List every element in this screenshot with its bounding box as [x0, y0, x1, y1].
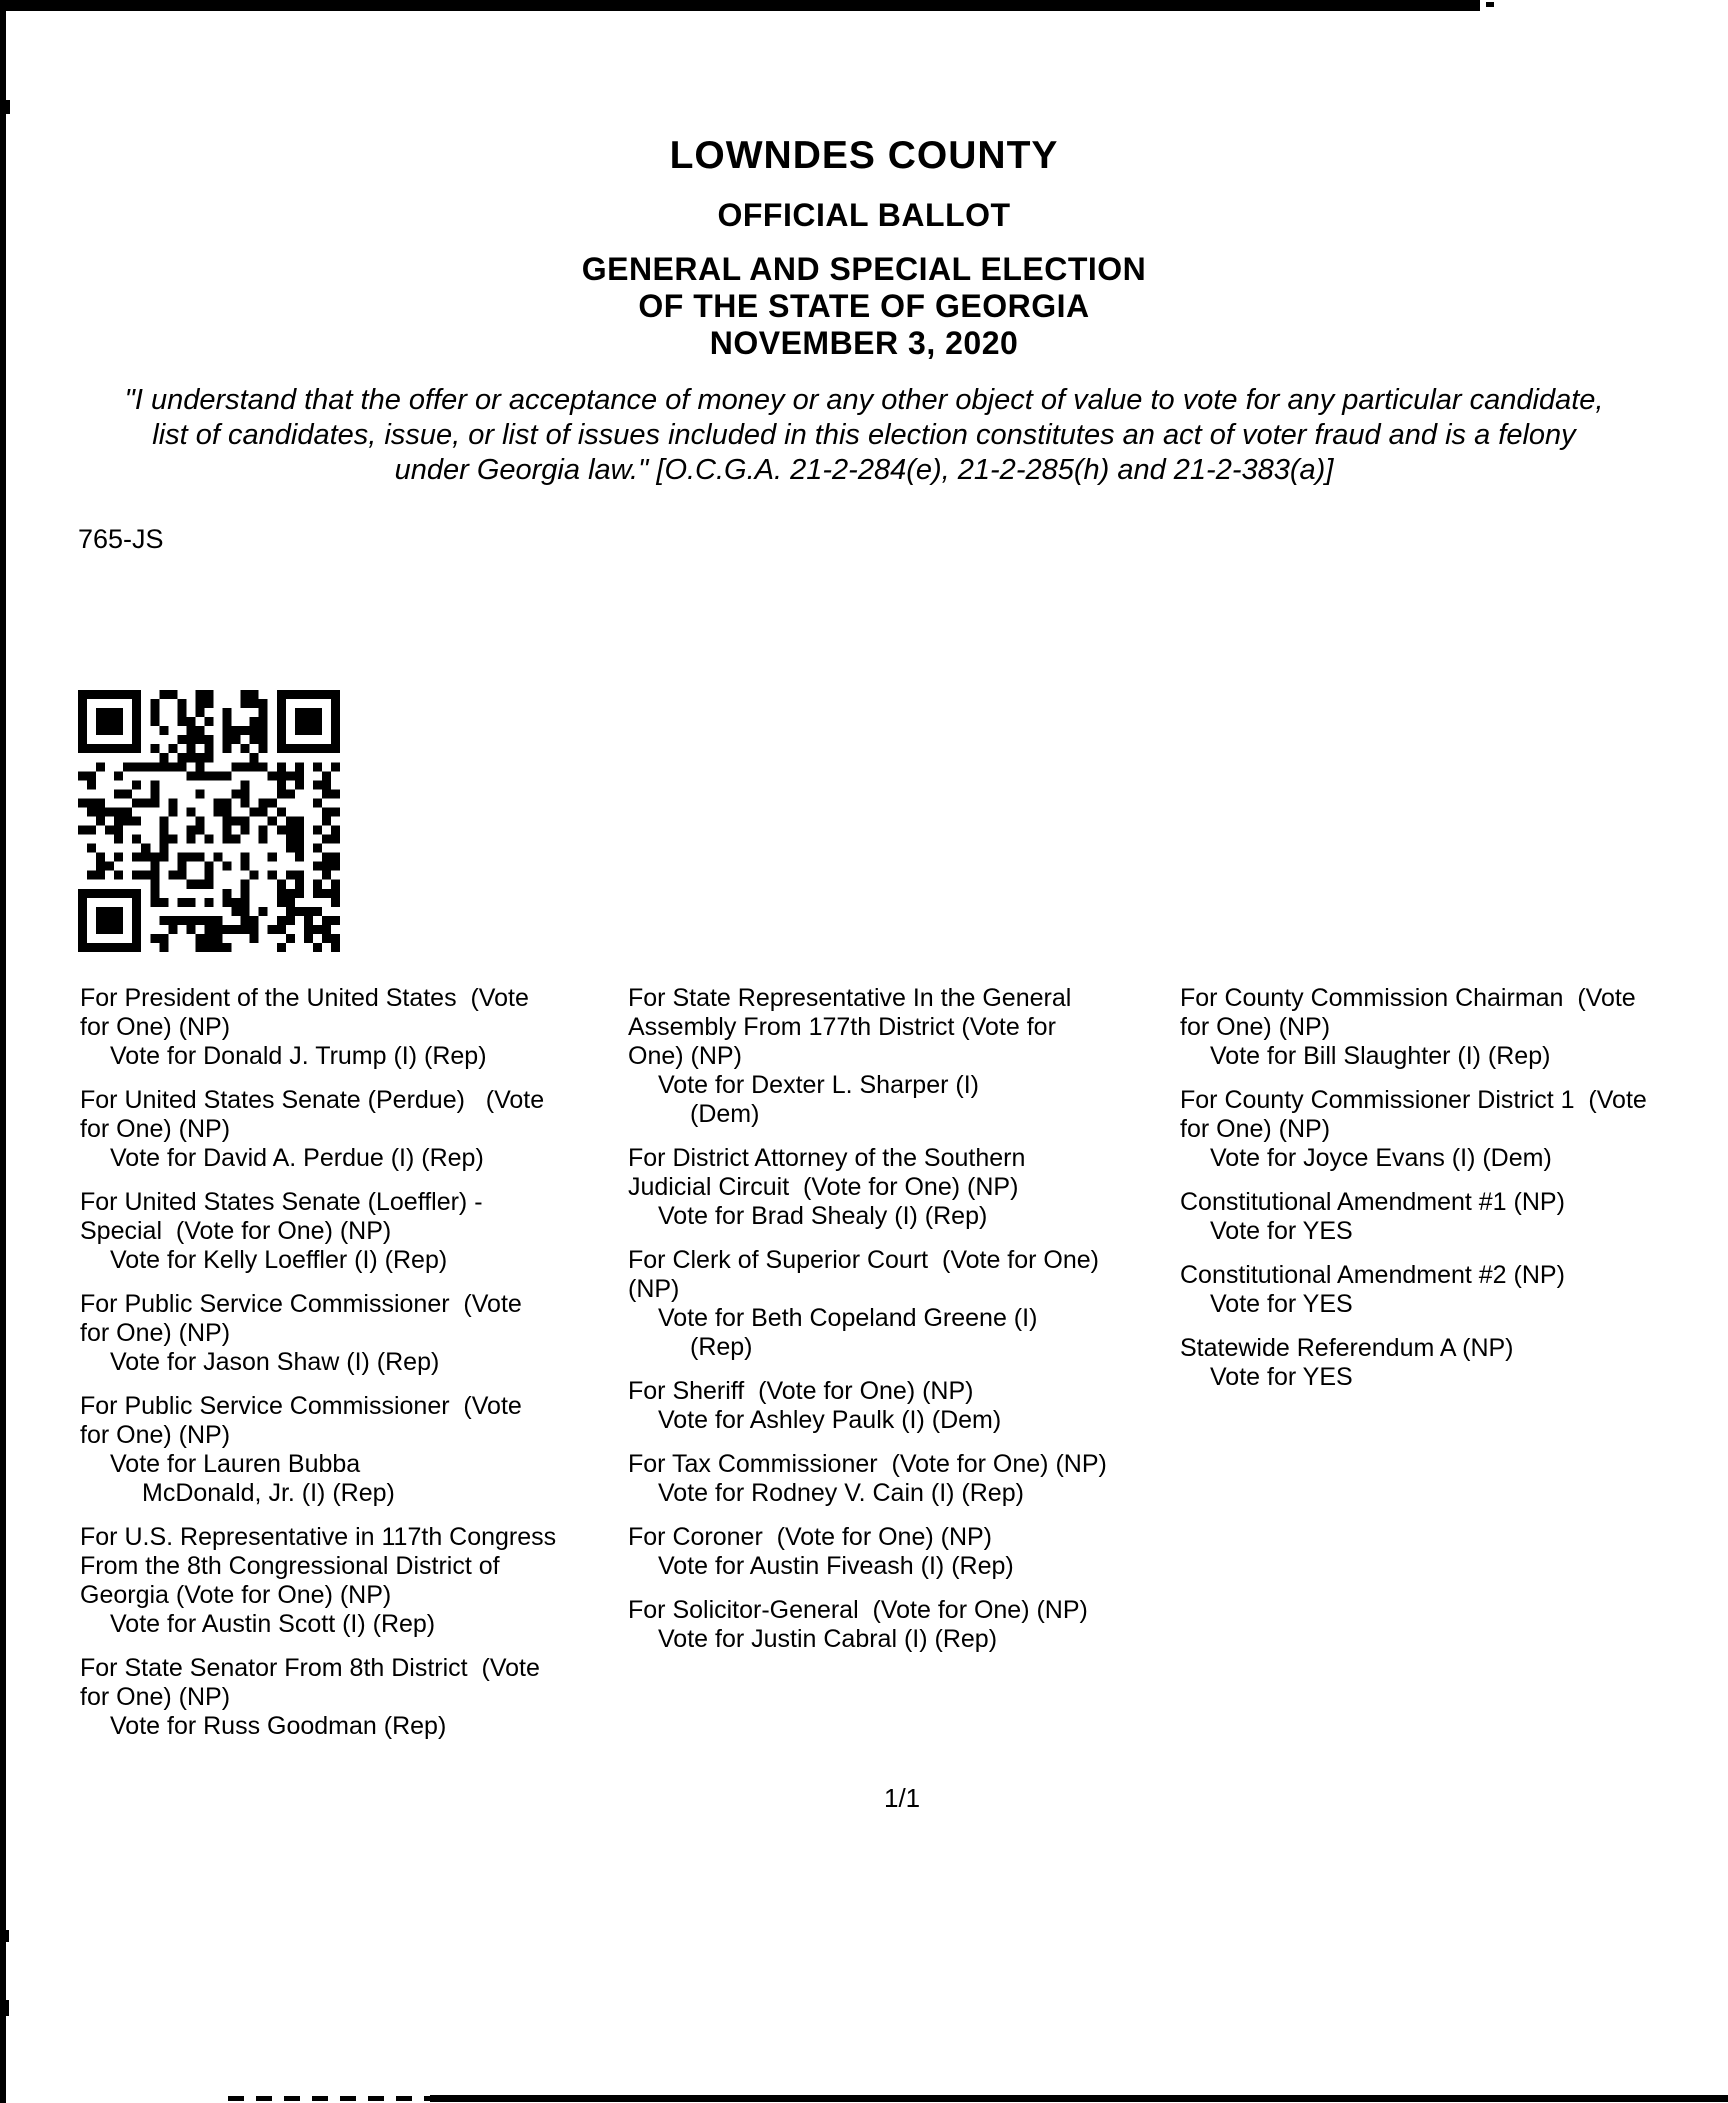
contest-title-line: For Public Service Commissioner (Vote: [80, 1290, 522, 1318]
contest-title-line: For County Commission Chairman (Vote: [1180, 984, 1636, 1012]
ballot-column-2: [628, 984, 1180, 1669]
contest: [80, 984, 632, 1071]
contest-title-line: For Public Service Commissioner (Vote: [80, 1392, 522, 1420]
contest-title-line: For District Attorney of the Southern: [628, 1144, 1026, 1172]
scan-mark-left-tick: [0, 100, 10, 114]
contest-title-line: Georgia (Vote for One) (NP): [80, 1581, 392, 1609]
vote-selection-line: (Rep): [690, 1333, 753, 1361]
vote-selection-line: Vote for Lauren Bubba: [110, 1450, 361, 1478]
contest: [1180, 1334, 1728, 1392]
disclaimer-line: list of candidates, issue, or list of issues included in this election constitutes an act of voter fraud and is a felony: [152, 419, 1576, 451]
contest-title-line: Constitutional Amendment #1 (NP): [1180, 1188, 1565, 1216]
contest: [80, 1290, 632, 1377]
contest-title-line: for One) (NP): [1180, 1115, 1331, 1143]
vote-selection-line: Vote for Brad Shealy (I) (Rep): [658, 1202, 988, 1230]
disclaimer-line: under Georgia law." [O.C.G.A. 21-2-284(e), 21-2-285(h) and 21-2-383(a)]: [394, 454, 1334, 486]
contest: [628, 1523, 1180, 1581]
contest-title-line: From the 8th Congressional District of: [80, 1552, 500, 1580]
vote-selection-line: (Dem): [690, 1100, 760, 1128]
vote-selection-line: Vote for Bill Slaughter (I) (Rep): [1210, 1042, 1551, 1070]
vote-selection-line: Vote for Beth Copeland Greene (I): [658, 1304, 1038, 1332]
ballot-column-1: [80, 984, 632, 1756]
vote-selection-line: Vote for Justin Cabral (I) (Rep): [658, 1625, 998, 1653]
election-title: [0, 251, 1728, 362]
contest: [628, 1596, 1180, 1654]
contest-title-line: For Sheriff (Vote for One) (NP): [628, 1377, 974, 1405]
contest-title-line: For Tax Commissioner (Vote for One) (NP): [628, 1450, 1107, 1478]
vote-selection-line: Vote for David A. Perdue (I) (Rep): [110, 1144, 484, 1172]
vote-selection-line: Vote for Jason Shaw (I) (Rep): [110, 1348, 440, 1376]
contest-title-line: Statewide Referendum A (NP): [1180, 1334, 1514, 1362]
contest-title-line: Special (Vote for One) (NP): [80, 1217, 392, 1245]
vote-selection-line: Vote for Donald J. Trump (I) (Rep): [110, 1042, 487, 1070]
contest-title-line: For County Commissioner District 1 (Vote: [1180, 1086, 1647, 1114]
contest: [1180, 984, 1728, 1071]
election-title-line: OF THE STATE OF GEORGIA: [638, 288, 1090, 324]
contest-title-line: For State Representative In the General: [628, 984, 1072, 1012]
qr-code-icon: [78, 690, 340, 952]
contest-title-line: for One) (NP): [80, 1319, 231, 1347]
scan-mark-left-tick: [0, 1930, 9, 1942]
contest-title-line: For United States Senate (Perdue) (Vote: [80, 1086, 545, 1114]
vote-selection-line: Vote for Ashley Paulk (I) (Dem): [658, 1406, 1002, 1434]
fraud-disclaimer: [0, 383, 1728, 488]
scan-mark-bottom: [430, 2095, 1728, 2102]
contest-title-line: for One) (NP): [80, 1115, 231, 1143]
vote-selection-line: Vote for YES: [1210, 1363, 1353, 1391]
contest-title-line: (NP): [628, 1275, 680, 1303]
contest-title-line: For United States Senate (Loeffler) -: [80, 1188, 483, 1216]
contest: [80, 1392, 632, 1508]
contest-title-line: For U.S. Representative in 117th Congress: [80, 1523, 557, 1551]
contest: [80, 1086, 632, 1173]
scan-mark-left-tick: [0, 2000, 9, 2016]
contest-title-line: For State Senator From 8th District (Vote: [80, 1654, 540, 1682]
contest-title-line: Constitutional Amendment #2 (NP): [1180, 1261, 1565, 1289]
contest: [1180, 1086, 1728, 1173]
contest-title-line: for One) (NP): [80, 1013, 231, 1041]
vote-selection-line: Vote for YES: [1210, 1290, 1353, 1318]
contest: [628, 1377, 1180, 1435]
disclaimer-line: "I understand that the offer or acceptance of money or any other object of value to vote for any particular candidate,: [124, 384, 1604, 416]
contest-title-line: For Solicitor-General (Vote for One) (NP): [628, 1596, 1088, 1624]
contest: [80, 1523, 632, 1639]
vote-selection-line: Vote for Austin Scott (I) (Rep): [110, 1610, 436, 1638]
contest: [628, 1450, 1180, 1508]
vote-selection-line: Vote for Dexter L. Sharper (I): [658, 1071, 979, 1099]
page-number: 1/1: [884, 1783, 921, 1813]
contest-title-line: For President of the United States (Vote: [80, 984, 529, 1012]
ballot-type-title: OFFICIAL BALLOT: [717, 197, 1011, 233]
vote-selection-line: Vote for Rodney V. Cain (I) (Rep): [658, 1479, 1024, 1507]
contest: [1180, 1261, 1728, 1319]
contest-title-line: Assembly From 177th District (Vote for: [628, 1013, 1056, 1041]
vote-selection-line: Vote for Austin Fiveash (I) (Rep): [658, 1552, 1014, 1580]
contest: [1180, 1188, 1728, 1246]
contest-title-line: For Clerk of Superior Court (Vote for One): [628, 1246, 1100, 1274]
contest: [628, 984, 1180, 1129]
contest-title-line: for One) (NP): [1180, 1013, 1331, 1041]
vote-selection-line: Vote for YES: [1210, 1217, 1353, 1245]
vote-selection-line: Vote for Kelly Loeffler (I) (Rep): [110, 1246, 448, 1274]
county-title: LOWNDES COUNTY: [669, 134, 1059, 177]
scan-mark-bottom-dashes: [228, 2096, 430, 2101]
vote-selection-line: Vote for Russ Goodman (Rep): [110, 1712, 447, 1740]
vote-selection-line: Vote for Joyce Evans (I) (Dem): [1210, 1144, 1552, 1172]
contest: [628, 1144, 1180, 1231]
contest-title-line: For Coroner (Vote for One) (NP): [628, 1523, 993, 1551]
election-title-line: GENERAL AND SPECIAL ELECTION: [581, 251, 1147, 287]
ballot-column-3: [1180, 984, 1728, 1407]
contest-title-line: for One) (NP): [80, 1683, 231, 1711]
scan-mark-top: [0, 0, 1480, 11]
vote-selection-line: McDonald, Jr. (I) (Rep): [142, 1479, 395, 1507]
contest-title-line: for One) (NP): [80, 1421, 231, 1449]
scan-mark-top-tick: [1486, 2, 1494, 7]
contest: [80, 1188, 632, 1275]
precinct-code: 765-JS: [78, 524, 164, 554]
contest: [80, 1654, 632, 1741]
election-title-line: NOVEMBER 3, 2020: [709, 325, 1019, 361]
contest-title-line: One) (NP): [628, 1042, 742, 1070]
contest: [628, 1246, 1180, 1362]
contest-title-line: Judicial Circuit (Vote for One) (NP): [628, 1173, 1019, 1201]
